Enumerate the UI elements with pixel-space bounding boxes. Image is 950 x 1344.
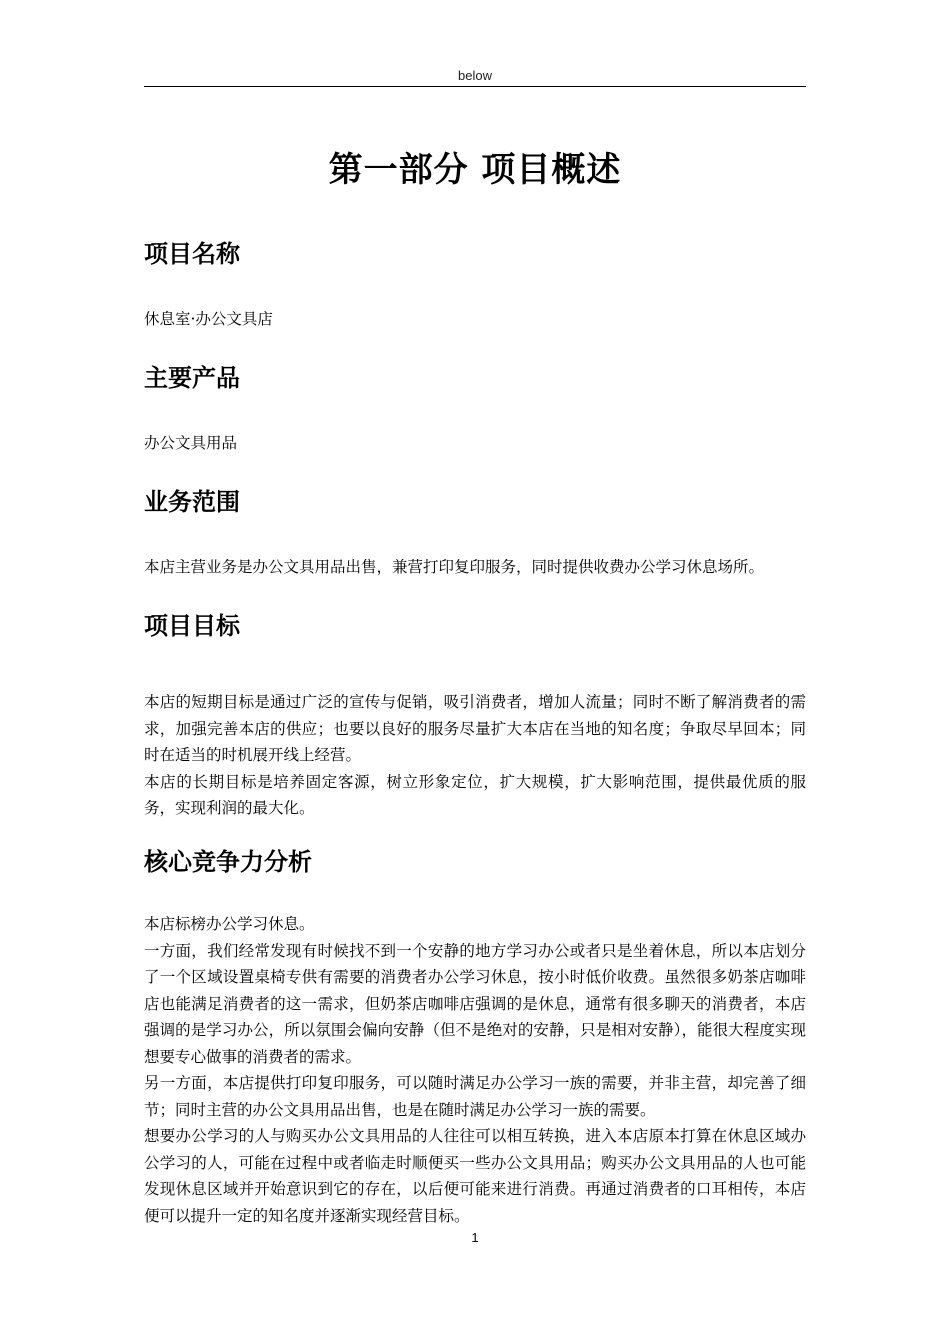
section-body-main-products	[144, 430, 806, 457]
paragraph: 本店的长期目标是培养固定客源，树立形象定位，扩大规模，扩大影响范围，提供最优质的服务，实现利润的最大化。	[144, 772, 806, 817]
page-number: 1	[471, 1230, 479, 1245]
paragraph: 想要办公学习的人与购买办公文具用品的人往往可以相互转换，进入本店原本打算在休息区域办公学习的人，可能在过程中或者临走时顺便买一些办公文具用品；购买办公文具用品的人也可能发现休息区域并开始意识到它的存在，以后便可能来进行消费。再通过消费者的口耳相传，本店便可以提升一定的知名度并逐渐实现经营目标。	[144, 1127, 806, 1225]
page-header-text: below	[458, 68, 492, 83]
section-heading-main-products: 主要产品	[144, 364, 240, 392]
section-body-business-scope	[144, 554, 806, 581]
page-title: 第一部分 项目概述	[328, 150, 622, 190]
section-heading-project-goals: 项目目标	[144, 612, 240, 640]
paragraph: 本店的短期目标是通过广泛的宣传与促销，吸引消费者，增加人流量；同时不断了解消费者的需求，加强完善本店的供应；也要以良好的服务尽量扩大本店在当地的知名度；争取尽早回本；同时在适当的时机展开线上经营。	[144, 693, 806, 764]
section-heading-core-competitiveness: 核心竞争力分析	[144, 848, 312, 876]
section-heading-project-name: 项目名称	[144, 240, 240, 268]
paragraph: 本店标榜办公学习休息。	[144, 915, 315, 933]
paragraph: 一方面，我们经常发现有时候找不到一个安静的地方学习办公或者只是坐着休息，所以本店划分了一个区域设置桌椅专供有需要的消费者办公学习休息，按小时低价收费。虽然很多奶茶店咖啡店也能满足消费者的这一需求，但奶茶店咖啡店强调的是休息，通常有很多聊天的消费者，本店强调的是学习办公，所以氛围会偏向安静（但不是绝对的安静，只是相对安静），能很大程度实现想要专心做事的消费者的需求。	[144, 941, 806, 1066]
section-body-core-competitiveness	[144, 911, 806, 1229]
section-heading-business-scope: 业务范围	[144, 488, 240, 516]
paragraph: 休息室·办公文具店	[144, 310, 273, 328]
header-divider	[144, 86, 806, 87]
paragraph: 另一方面，本店提供打印复印服务，可以随时满足办公学习一族的需要，并非主营，却完善了细节；同时主营的办公文具用品出售，也是在随时满足办公学习一族的需要。	[144, 1074, 806, 1119]
section-body-project-name	[144, 306, 806, 333]
paragraph: 本店主营业务是办公文具用品出售，兼营打印复印服务，同时提供收费办公学习休息场所。	[144, 558, 765, 576]
paragraph: 办公文具用品	[144, 434, 238, 452]
section-body-project-goals	[144, 689, 806, 822]
